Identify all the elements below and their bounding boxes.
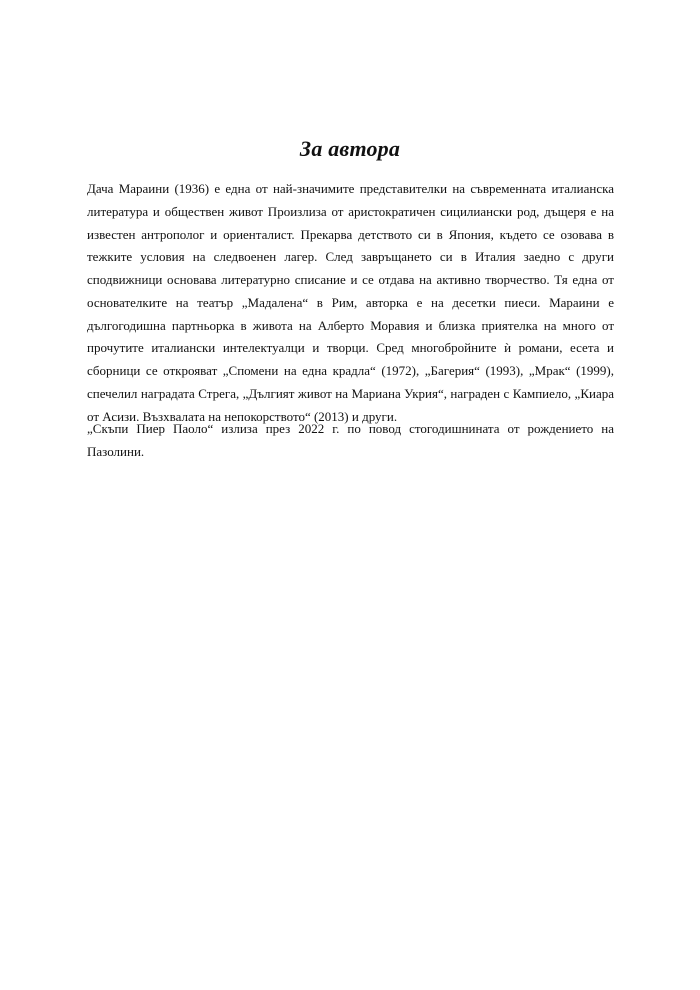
author-bio-paragraph: Дача Мараини (1936) е една от най-значимите представителки на съвременната италианска литература и обществен живот Произлиза от аристократичен сицилиански род, дъщеря е на известен антрополог и ориенталист. Прекарва детството си в Япония, където се озовава в тежките условия на следвоенен лагер. След завръщането си в Италия заедно с други сподвижници основава литературно списание и се отдава на активно творчество. Тя една от основателките на театър „Мадалена“ в Рим, авторка е на десетки пиеси. Мараини е дългогодишна партньорка в живота на Алберто Моравия и близка приятелка на много от прочутите италиански интелектуалци и творци. Сред многобройните ѝ романи, есета и сборници се открояват „Спомени на една крадла“ (1972), „Багерия“ (1993), „Мрак“ (1999), спечелил наградата Стрега, „Дългият живот на Мариана Укрия“, награден с Кампиело, „Киара от Асизи. Възхвалата на непокорството“ (2013) и други. [87,181,614,424]
publication-note-paragraph: „Скъпи Пиер Паоло“ излиза през 2022 г. по повод стогодишнината от рождението на Пазолини. [87,421,614,459]
page-title: За автора [299,136,401,161]
